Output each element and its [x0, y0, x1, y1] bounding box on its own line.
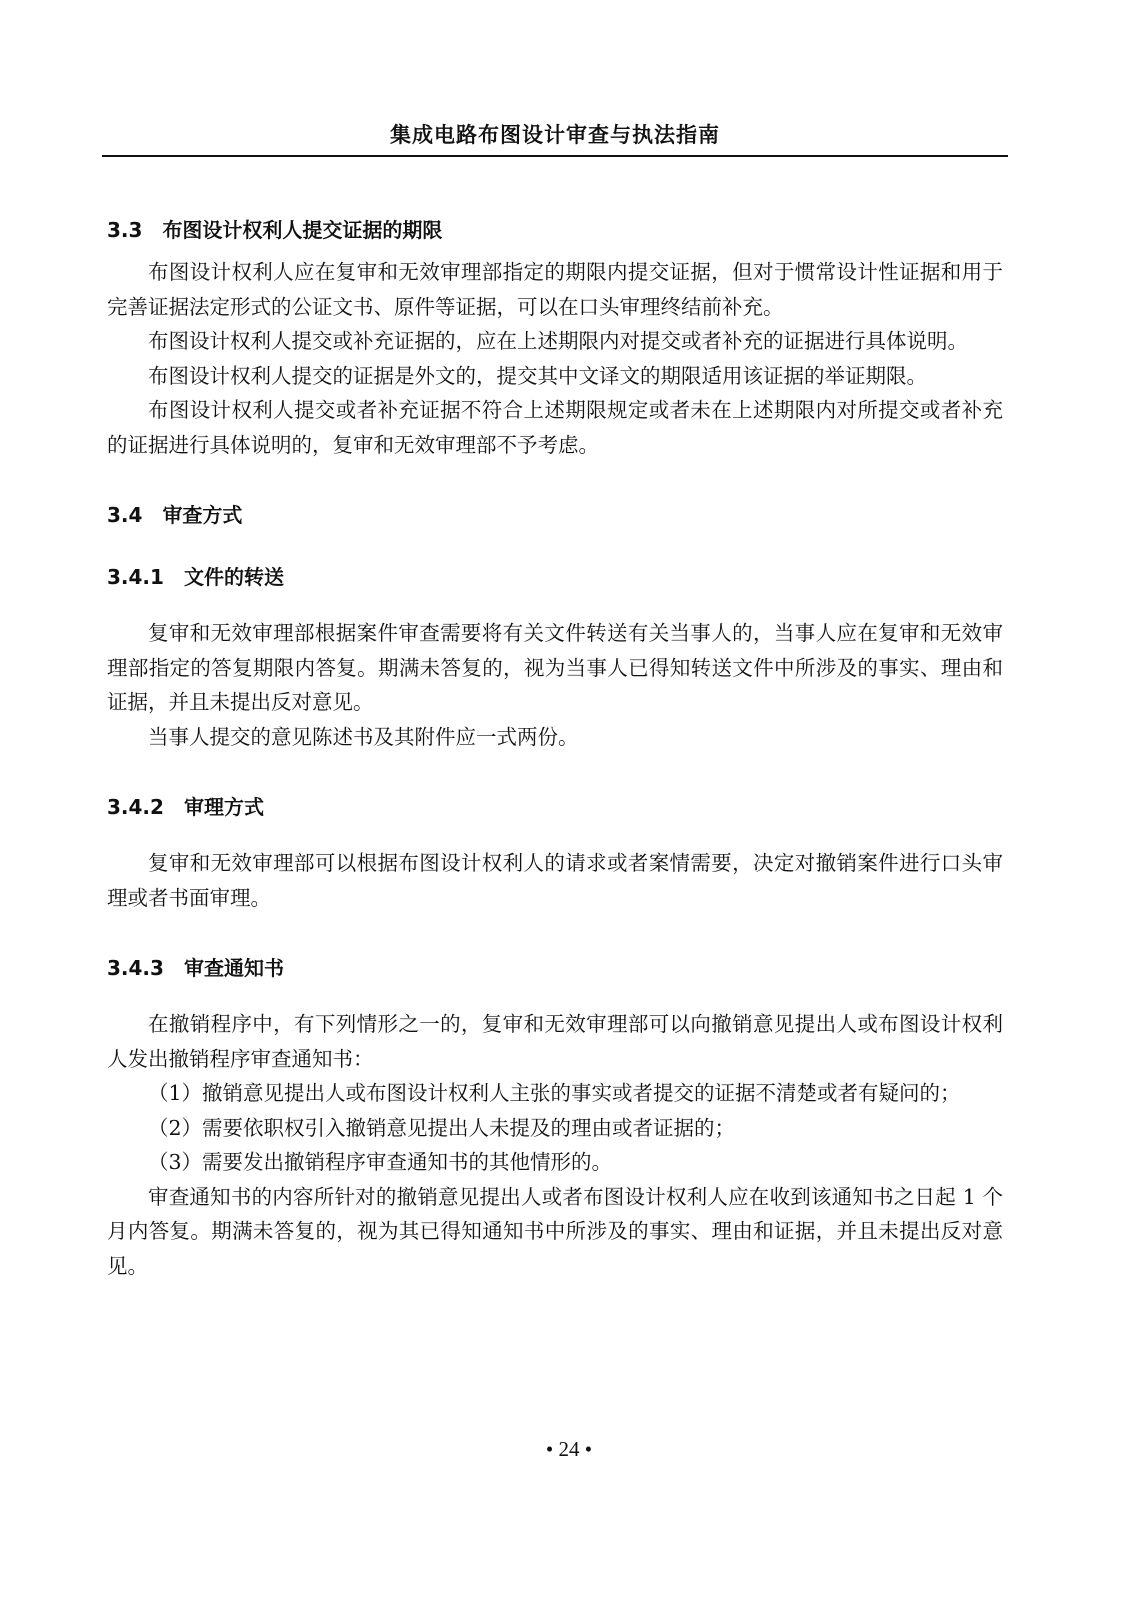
list-item: （3）需要发出撤销程序审查通知书的其他情形的。	[148, 1150, 613, 1174]
section-title: 布图设计权利人提交证据的期限	[162, 218, 443, 242]
section-heading-3-4-3	[107, 951, 1003, 985]
paragraph: 在撤销程序中，有下列情形之一的，复审和无效审理部可以向撤销意见提出人或布图设计权利人发出撤销程序审查通知书：	[107, 1012, 1003, 1071]
section-title: 审理方式	[183, 795, 264, 819]
paragraph: 当事人提交的意见陈述书及其附件应一式两份。	[148, 724, 579, 749]
section-title: 审查通知书	[183, 956, 284, 980]
section-title: 审查方式	[162, 503, 243, 527]
section-title: 文件的转送	[183, 565, 284, 589]
running-header: 集成电路布图设计审查与执法指南	[390, 122, 720, 147]
section-heading-3-3	[107, 213, 1003, 247]
section-heading-3-4	[107, 498, 1003, 532]
section-number: 3.4	[107, 503, 143, 527]
paragraph: 审查通知书的内容所针对的撤销意见提出人或者布图设计权利人应在收到该通知书之日起 1 个月内答复。期满未答复的，视为其已得知通知书中所涉及的事实、理由和证据，并且未提出反对意见。	[107, 1184, 1003, 1278]
paragraph: 复审和无效审理部根据案件审查需要将有关文件转送有关当事人的，当事人应在复审和无效审理部指定的答复期限内答复。期满未答复的，视为当事人已得知转送文件中所涉及的事实、理由和证据，并且未提出反对意见。	[107, 621, 1003, 714]
paragraph: 布图设计权利人提交的证据是外文的，提交其中文译文的期限适用该证据的举证期限。	[148, 363, 927, 388]
section-heading-3-4-1	[107, 560, 1003, 594]
paragraph: 布图设计权利人提交或者补充证据不符合上述期限规定或者未在上述期限内对所提交或者补充的证据进行具体说明的，复审和无效审理部不予考虑。	[107, 398, 1003, 457]
section-number: 3.4.3	[107, 956, 164, 980]
list-item: （1）撤销意见提出人或布图设计权利人主张的事实或者提交的证据不清楚或者有疑问的；	[148, 1081, 961, 1105]
header-rule	[102, 155, 1008, 157]
page-number: • 24 •	[545, 1437, 593, 1461]
section-heading-3-4-2	[107, 790, 1003, 824]
section-number: 3.3	[107, 218, 143, 242]
section-number: 3.4.2	[107, 795, 164, 819]
section-number: 3.4.1	[107, 565, 164, 589]
paragraph: 布图设计权利人应在复审和无效审理部指定的期限内提交证据，但对于惯常设计性证据和用于完善证据法定形式的公证文书、原件等证据，可以在口头审理终结前补充。	[107, 260, 1003, 319]
paragraph: 布图设计权利人提交或补充证据的，应在上述期限内对提交或者补充的证据进行具体说明。	[148, 329, 968, 353]
paragraph: 复审和无效审理部可以根据布图设计权利人的请求或者案情需要，决定对撤销案件进行口头审理或者书面审理。	[107, 851, 1003, 910]
page-body	[107, 213, 1003, 1283]
list-item: （2）需要依职权引入撤销意见提出人未提及的理由或者证据的；	[148, 1115, 736, 1140]
